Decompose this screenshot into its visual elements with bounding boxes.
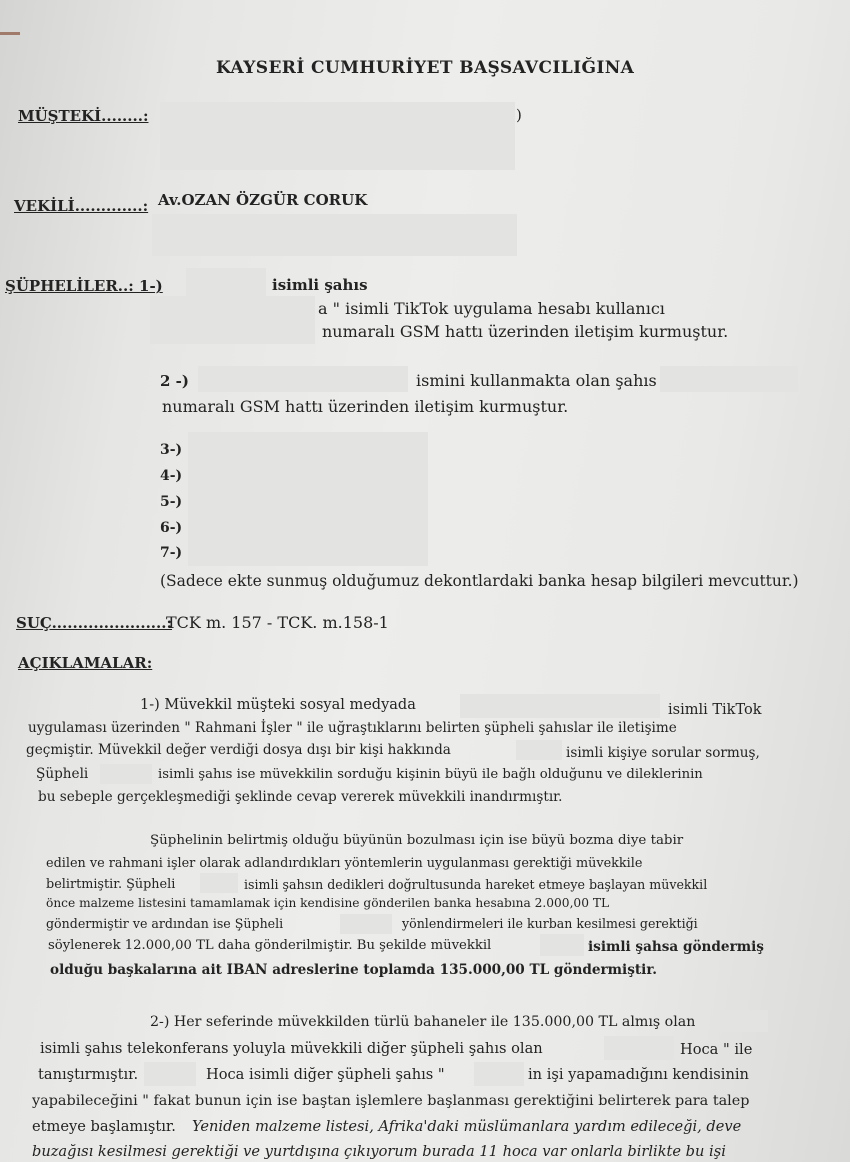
suspect2-num: 2 -) xyxy=(160,372,189,390)
p2-line-bold: isimli şahsa göndermiş xyxy=(588,939,764,955)
page-corner-mark xyxy=(0,32,20,35)
p1-line: bu sebeple gerçekleşmediği şeklinde cevap vererek müvekkili inandırmıştır. xyxy=(38,789,563,805)
redacted-block xyxy=(198,366,408,392)
suspect2-line1: ismini kullanmakta olan şahıs xyxy=(416,371,657,390)
suc-label: SUÇ......................: xyxy=(16,614,173,632)
suspect3-num: 3-) xyxy=(160,442,183,458)
p2-line: edilen ve rahmani işler olarak adlandırdıkları yöntemlerin uygulanması gerektiği müvekkile xyxy=(46,856,643,871)
p3-line: isimli şahıs telekonferans yoluyla müvekkili diğer şüpheli şahıs olan xyxy=(40,1040,543,1057)
redacted-block xyxy=(160,102,515,170)
p1-line: Şüpheli xyxy=(36,766,89,782)
aciklamalar-label: AÇIKLAMALAR: xyxy=(18,654,153,672)
redacted-block xyxy=(200,873,238,893)
suc-value: TCK m. 157 - TCK. m.158-1 xyxy=(166,613,389,632)
redacted-block xyxy=(540,934,584,956)
bank-note: (Sadece ekte sunmuş olduğumuz dekontlardaki banka hesap bilgileri mevcuttur.) xyxy=(160,572,799,590)
redacted-block xyxy=(152,214,517,256)
p3-line: Hoca isimli diğer şüpheli şahıs " xyxy=(206,1066,445,1083)
suspect1-line3: numaralı GSM hattı üzerinden iletişim kurmuştur. xyxy=(322,322,729,341)
redacted-block xyxy=(516,740,562,760)
redacted-block xyxy=(340,914,392,934)
redacted-block xyxy=(660,366,798,392)
suspect5-num: 5-) xyxy=(160,494,183,510)
p1-line: isimli şahıs ise müvekkilin sorduğu kişinin büyü ile bağlı olduğunu ve dileklerinin xyxy=(158,767,703,782)
p2-line: belirtmiştir. Şüpheli xyxy=(46,877,176,892)
vekili-name: Av.OZAN ÖZGÜR CORUK xyxy=(158,191,368,209)
p1-line: geçmiştir. Müvekkil değer verdiği dosya dışı bir kişi hakkında xyxy=(26,742,451,758)
p2-line-bold: olduğu başkalarına ait IBAN adreslerine toplamda 135.000,00 TL göndermiştir. xyxy=(50,962,657,978)
p1-line: isimli TikTok xyxy=(668,702,762,718)
document-title: KAYSERİ CUMHURİYET BAŞSAVCILIĞINA xyxy=(216,58,635,78)
p2-line: Şüphelinin belirtmiş olduğu büyünün bozulması için ise büyü bozma diye tabir xyxy=(150,833,684,848)
redacted-block xyxy=(604,1036,674,1060)
p3-line-italic: Yeniden malzeme listesi, Afrika'daki müslümanlara yardım edileceği, deve xyxy=(192,1118,742,1135)
p3-line: yapabileceğini " fakat bunun için ise baştan işlemlere başlanması gerektiğini belirterek para talep xyxy=(32,1093,750,1109)
redacted-block xyxy=(144,1062,196,1086)
redacted-block xyxy=(474,1062,524,1086)
p3-line: Hoca " ile xyxy=(680,1041,753,1058)
p2-line: söylenerek 12.000,00 TL daha gönderilmiştir. Bu şekilde müvekkil xyxy=(48,938,492,953)
p3-line: in işi yapamadığını kendisinin xyxy=(528,1066,749,1083)
suspect4-num: 4-) xyxy=(160,468,183,484)
suspect6-num: 6-) xyxy=(160,520,183,536)
vekili-label: VEKİLİ.............: xyxy=(14,197,149,215)
musteki-paren: ) xyxy=(516,106,522,124)
suspect1-line1: isimli şahıs xyxy=(272,276,368,294)
redacted-block xyxy=(188,432,428,566)
redacted-block xyxy=(186,268,266,296)
redacted-block xyxy=(460,694,660,718)
p1-line: isimli kişiye sorular sormuş, xyxy=(566,745,760,761)
p3-line: tanıştırmıştır. xyxy=(38,1066,139,1083)
p2-line: önce malzeme listesini tamamlamak için kendisine gönderilen banka hesabına 2.000,00 TL xyxy=(46,896,610,910)
p2-line: yönlendirmeleri ile kurban kesilmesi gerektiği xyxy=(402,916,698,931)
p1-line: 1-) Müvekkil müşteki sosyal medyada xyxy=(140,697,416,713)
p3-line: etmeye başlamıştır. xyxy=(32,1118,176,1135)
musteki-label: MÜŞTEKİ........: xyxy=(18,107,149,125)
suspect2-line2: numaralı GSM hattı üzerinden iletişim kurmuştur. xyxy=(162,397,569,416)
redacted-block xyxy=(100,764,152,784)
p2-line: isimli şahsın dedikleri doğrultusunda hareket etmeye başlayan müvekkil xyxy=(244,877,708,892)
suspect7-num: 7-) xyxy=(160,545,183,561)
supheliler-label: ŞÜPHELİLER..: 1-) xyxy=(5,277,163,295)
p1-line: uygulaması üzerinden " Rahmani İşler " ile uğraştıklarını belirten şüpheli şahıslar ile iletişime xyxy=(28,720,677,736)
p3-line: 2-) Her seferinde müvekkilden türlü bahaneler ile 135.000,00 TL almış olan xyxy=(150,1014,696,1030)
redacted-block xyxy=(716,1010,768,1032)
redacted-block xyxy=(150,296,315,344)
suspect1-line2: a " isimli TikTok uygulama hesabı kullanıcı xyxy=(318,299,665,318)
p3-line-italic: buzağısı kesilmesi gerektiği ve yurtdışına çıkıyorum burada 11 hoca var onlarla birlikte bu işi xyxy=(32,1143,726,1160)
p2-line: göndermiştir ve ardından ise Şüpheli xyxy=(46,916,284,931)
